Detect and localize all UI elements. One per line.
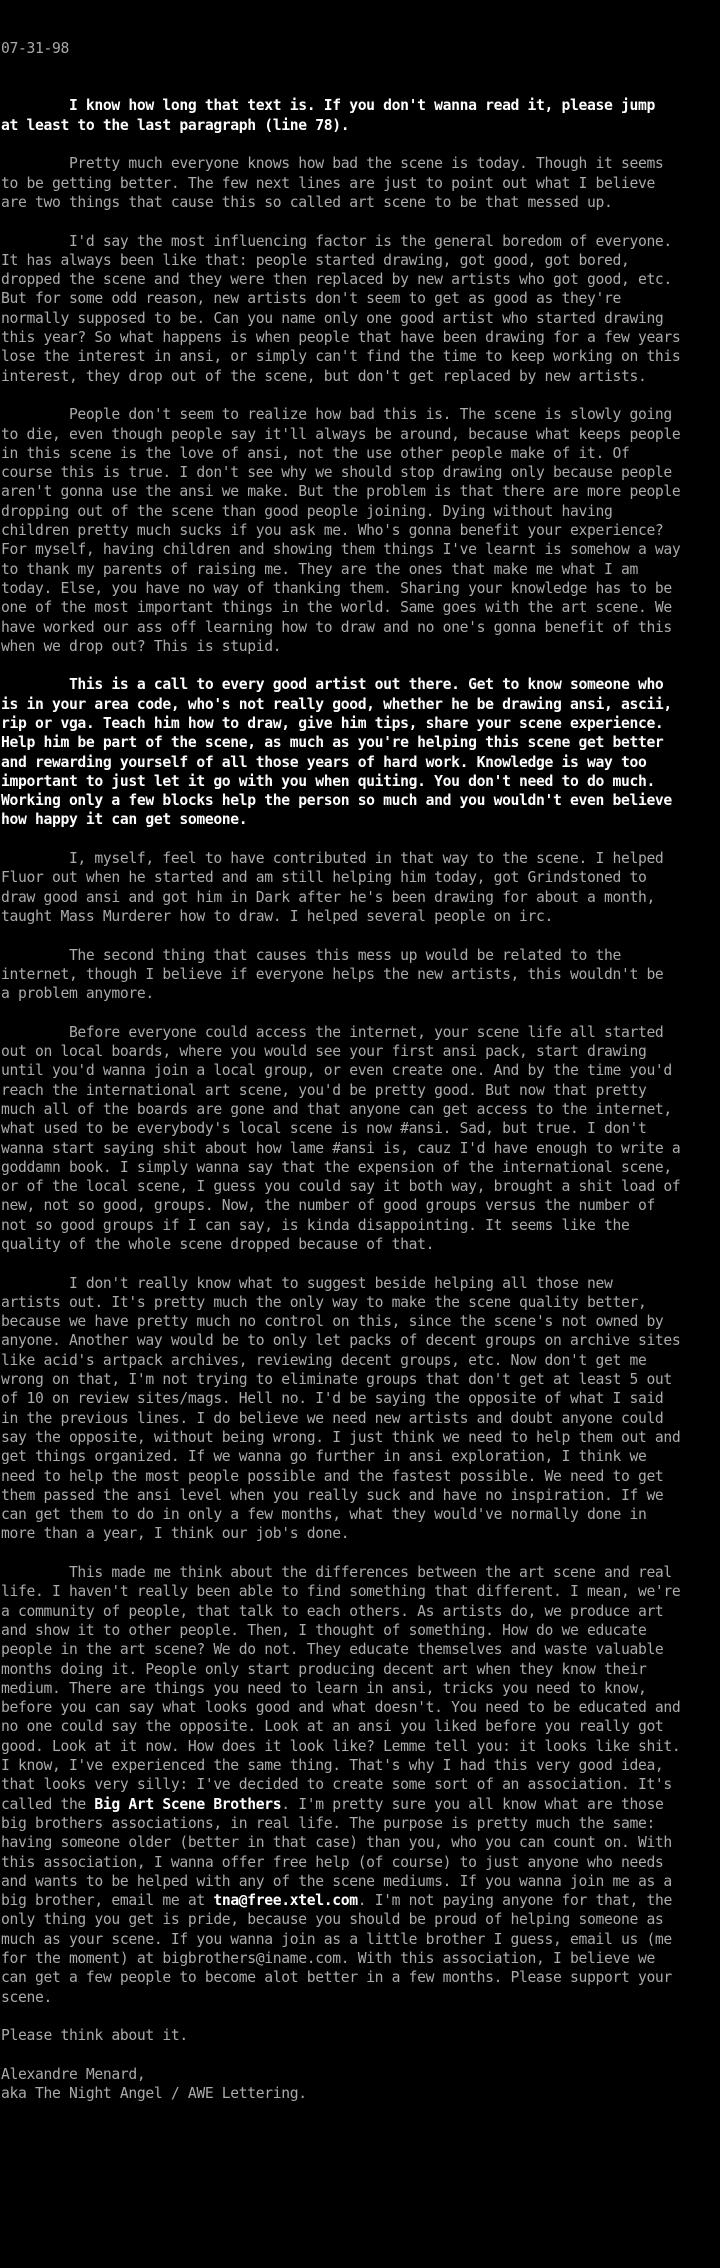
text-line: get things organized. If we wanna go further in ansi exploration, I think we — [1, 1448, 647, 1466]
text-line: Please think about it. — [1, 2027, 188, 2045]
text-line: until you'd wanna join a local group, or even create one. And by the time you'd — [1, 1062, 672, 1080]
text-line: like acid's artpack archives, reviewing decent groups, etc. Now don't get me — [1, 1351, 647, 1369]
text-line — [1, 926, 720, 945]
text-line: wrong on that, I'm not trying to eliminate groups that don't get at least 5 out — [1, 1371, 672, 1389]
text-line: months doing it. People only start producing decent art when they know their — [1, 1660, 647, 1678]
text-line: not so good groups if I can say, is kinda disappointing. It seems like the — [1, 1216, 630, 1234]
text-line: internet, though I believe if everyone helps the new artists, this wouldn't be — [1, 965, 664, 983]
text-line: Fluor out when he started and am still helping him today, got Grindstoned to — [1, 869, 647, 887]
text-line: that looks very silly: I've decided to create some sort of an association. It's — [1, 1776, 672, 1794]
text-line — [1, 2045, 720, 2064]
text-line: say the opposite, without being wrong. I just think we need to help them out and — [1, 1428, 681, 1446]
text-segment: . I'm pretty sure you all know what are those — [281, 1795, 664, 1813]
text-line: because we have pretty much no control on this, since the scene's not owned by — [1, 1313, 664, 1331]
text-line: can get a few people to become alot better in a few months. Please support your — [1, 1969, 672, 1987]
text-line — [1, 830, 720, 849]
text-line: I know how long that text is. If you don't wanna read it, please jump — [1, 97, 655, 115]
text-line: children pretty much sucks if you ask me. Who's gonna benefit your experience? — [1, 522, 664, 540]
text-line: no one could say the opposite. Look at an ansi you liked before you really got — [1, 1718, 664, 1736]
text-line: in the previous lines. I do believe we need new artists and doubt anyone could — [1, 1409, 664, 1427]
text-line: when we drop out? This is stupid. — [1, 637, 282, 655]
text-line: and wants to be helped with any of the scene mediums. If you wanna join me as a — [1, 1872, 672, 1890]
text-line: aka The Night Angel / AWE Lettering. — [1, 2085, 307, 2103]
text-line: is in your area code, who's not really good, whether he be drawing ansi, ascii, — [1, 695, 672, 713]
text-line: draw good ansi and got him in Dark after he's been drawing for about a month, — [1, 888, 655, 906]
text-line: much all of the boards are gone and that anyone can get access to the internet, — [1, 1100, 672, 1118]
text-line: and rewarding yourself of all those years of hard work. Knowledge is way too — [1, 753, 647, 771]
text-segment: . I'm not paying anyone for that, the — [357, 1892, 672, 1910]
text-line: them passed the ansi level when you really suck and have no inspiration. If we — [1, 1486, 664, 1504]
text-line: at least to the last paragraph (line 78). — [1, 116, 350, 134]
text-line: scene. — [1, 1988, 52, 2006]
date-stamp: 07-31-98 — [1, 39, 69, 57]
text-line — [1, 1003, 720, 1022]
text-line: Before everyone could access the internet, your scene life all started — [1, 1023, 664, 1041]
text-line: new, not so good, groups. Now, the number of good groups versus the number of — [1, 1197, 655, 1215]
text-line: and show it to other people. Then, I thought of something. How do we educate — [1, 1621, 647, 1639]
text-line: Working only a few blocks help the person so much and you wouldn't even believe — [1, 792, 672, 810]
text-line: big brothers associations, in real life. The purpose is pretty much the same: — [1, 1814, 655, 1832]
text-line: before you can say what looks good and what doesn't. You need to be educated and — [1, 1699, 681, 1717]
text-line: quality of the whole scene dropped because of that. — [1, 1236, 435, 1253]
text-segment: big brother, email me at — [1, 1892, 214, 1910]
text-line: Alexandre Menard, — [1, 2065, 146, 2083]
text-line: what used to be everybody's local scene is now #ansi. Sad, but true. I don't — [1, 1120, 647, 1138]
text-line: need to help the most people possible and the fastest possible. We need to get — [1, 1467, 664, 1485]
text-line: The second thing that causes this mess up would be related to the — [1, 946, 621, 964]
text-line: this year? So what happens is when people that have been drawing for a few years — [1, 329, 681, 347]
text-line: lose the interest in ansi, or simply can't find the time to keep working on this — [1, 348, 681, 366]
text-line: I don't really know what to suggest beside helping all those new — [1, 1274, 613, 1292]
text-line: artists out. It's pretty much the only way to make the scene quality better, — [1, 1293, 647, 1311]
text-line: can get them to do in only a few months, what they would've normally done in — [1, 1506, 647, 1524]
text-line: But for some odd reason, new artists don't seem to get as good as they're — [1, 290, 621, 308]
text-line — [1, 1544, 720, 1563]
highlighted-text: Big Art Scene Brothers — [94, 1795, 282, 1813]
text-line: medium. There are things you need to learn in ansi, tricks you need to know, — [1, 1679, 647, 1697]
text-line: anyone. Another way would be to only let packs of decent groups on archive sites — [1, 1332, 681, 1350]
text-line: to be getting better. The few next lines are just to point out what I believe — [1, 174, 655, 192]
text-line — [1, 656, 720, 675]
text-line — [1, 386, 720, 405]
text-line — [1, 2007, 720, 2026]
text-line: I'd say the most influencing factor is the general boredom of everyone. — [1, 232, 672, 250]
text-line: how happy it can get someone. — [1, 811, 248, 829]
text-line: for the moment) at bigbrothers@iname.com. With this association, I believe we — [1, 1949, 655, 1967]
text-line: I know, I've experienced the same thing. That's why I had this very good idea, — [1, 1757, 664, 1775]
text-line: one of the most important things in the world. Same goes with the art scene. We — [1, 599, 672, 617]
text-line: dropped the scene and they were then replaced by new artists who got good, etc. — [1, 271, 672, 289]
text-line: only thing you get is pride, because you should be proud of helping someone as — [1, 1911, 664, 1929]
text-line: more than a year, I think our job's done. — [1, 1525, 350, 1543]
text-line: people in the art scene? We do not. They educate themselves and waste valuable — [1, 1641, 664, 1659]
text-line: good. Look at it now. How does it look like? Lemme tell you: it looks like shit. — [1, 1737, 681, 1755]
text-line: to die, even though people say it'll always be around, because what keeps people — [1, 425, 681, 443]
text-line: a community of people, that talk to each others. As artists do, we produce art — [1, 1602, 664, 1620]
text-line: rip or vga. Teach him how to draw, give him tips, share your scene experience. — [1, 714, 664, 732]
text-line: For myself, having children and showing them things I've learnt is somehow a way — [1, 541, 681, 559]
text-line: This is a call to every good artist out there. Get to know someone who — [1, 676, 664, 694]
text-line: this association, I wanna offer free help (of course) to just anyone who needs — [1, 1853, 664, 1871]
text-line — [1, 135, 720, 154]
text-line: or of the local scene, I guess you could say it both way, brought a shit load of — [1, 1178, 681, 1196]
text-line: having someone older (better in that case) than you, who you can count on. With — [1, 1834, 672, 1852]
text-line — [1, 1795, 720, 1814]
text-line — [1, 212, 720, 231]
text-line: People don't seem to realize how bad this is. The scene is slowly going — [1, 406, 672, 424]
text-line: dropping out of the scene than good people joining. Dying without having — [1, 502, 613, 520]
text-line: wanna start saying shit about how lame #ansi is, cauz I'd have enough to write a — [1, 1139, 681, 1157]
text-line: course this is true. I don't see why we should stop drawing only because people — [1, 464, 672, 482]
highlighted-text: tna@free.xtel.com — [213, 1892, 358, 1910]
text-line: are two things that cause this so called art scene to be that messed up. — [1, 193, 613, 211]
text-line — [1, 1254, 720, 1273]
text-line: I, myself, feel to have contributed in that way to the scene. I helped — [1, 850, 664, 868]
text-line: It has always been like that: people started drawing, got good, got bored, — [1, 251, 630, 269]
text-line: goddamn book. I simply wanna say that the expension of the international scene, — [1, 1158, 672, 1176]
text-line: Help him be part of the scene, as much as you're helping this scene get better — [1, 734, 664, 752]
text-line: today. Else, you have no way of thanking them. Sharing your knowledge has to be — [1, 579, 672, 597]
text-line: important to just let it go with you when quiting. You don't need to do much. — [1, 772, 655, 790]
text-line — [1, 1891, 720, 1910]
text-line: in this scene is the love of ansi, not the use other people make of it. Of — [1, 444, 630, 462]
text-line: out on local boards, where you would see your first ansi pack, start drawing — [1, 1043, 647, 1061]
text-line: reach the international art scene, you'd be pretty good. But now that pretty — [1, 1081, 647, 1099]
text-line: life. I haven't really been able to find something that different. I mean, we're — [1, 1583, 681, 1601]
text-line: taught Mass Murderer how to draw. I helped several people on irc. — [1, 907, 554, 925]
text-line: This made me think about the differences between the art scene and real — [1, 1564, 672, 1582]
text-line: have worked our ass off learning how to draw and no one's gonna benefit of this — [1, 618, 672, 636]
text-line: Pretty much everyone knows how bad the scene is today. Though it seems — [1, 155, 664, 173]
text-line: a problem anymore. — [1, 985, 154, 1003]
text-line: aren't gonna use the ansi we make. But the problem is that there are more people — [1, 483, 681, 501]
text-line: to thank my parents of raising me. They are the ones that make me what I am — [1, 560, 638, 578]
text-line: much as your scene. If you wanna join as a little brother I guess, email us (me — [1, 1930, 672, 1948]
text-segment: called the — [1, 1795, 95, 1813]
text-line: interest, they drop out of the scene, but don't get replaced by new artists. — [1, 367, 647, 385]
text-line: of 10 on review sites/mags. Hell no. I'd be saying the opposite of what I said — [1, 1390, 664, 1408]
text-line: normally supposed to be. Can you name only one good artist who started drawing — [1, 309, 664, 327]
